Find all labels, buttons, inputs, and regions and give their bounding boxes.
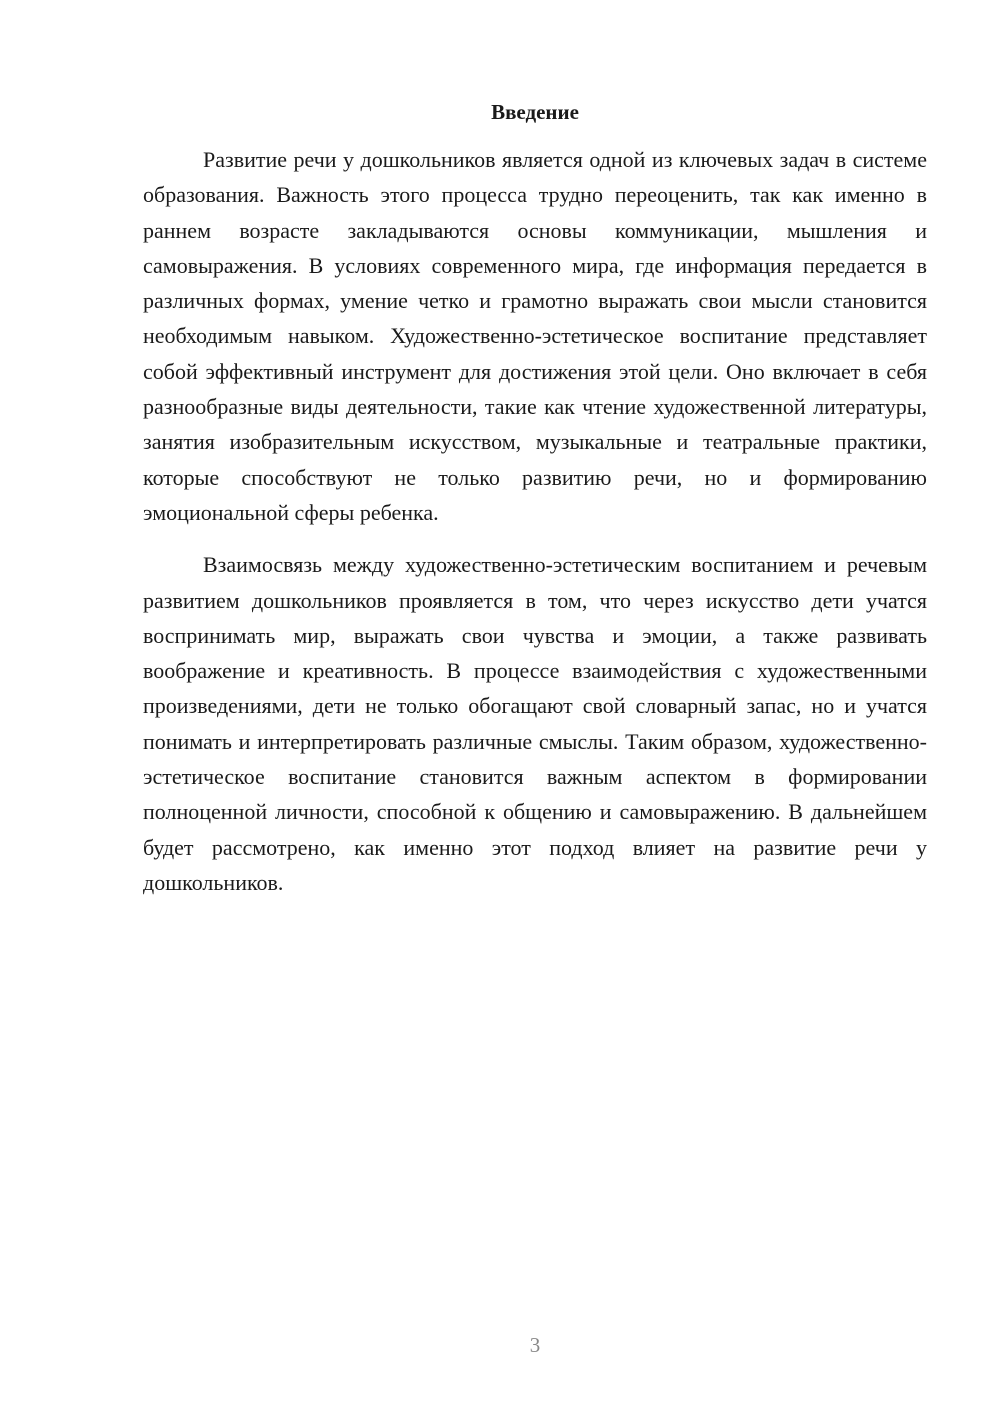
paragraph-1: Развитие речи у дошкольников является одной из ключевых задач в системе образования. Важность этого процесса трудно переоценить, так как именно в раннем возрасте закладываются основы коммуникации, мышления и самовыражения. В условиях современного мира, где информация передается в различных формах, умение четко и грамотно выражать свои мысли становится необходимым навыком. Художественно-эстетическое воспитание представляет собой эффективный инструмент для достижения этой цели. Оно включает в себя разнообразные виды деятельности, такие как чтение художественной литературы, занятия изобразительным искусством, музыкальные и театральные практики, которые способствуют не только развитию речи, но и формированию эмоциональной сферы ребенка. bbox=[143, 147, 927, 525]
paragraph-2: Взаимосвязь между художественно-эстетическим воспитанием и речевым развитием дошкольников проявляется в том, что через искусство дети учатся воспринимать мир, выражать свои чувства и эмоции, а также развивать воображение и креативность. В процессе взаимодействия с художественными произведениями, дети не только обогащают свой словарный запас, но и учатся понимать и интерпретировать различные смыслы. Таким образом, художественно-эстетическое воспитание становится важным аспектом в формировании полноценной личности, способной к общению и самовыражению. В дальнейшем будет рассмотрено, как именно этот подход влияет на развитие речи у дошкольников. bbox=[143, 552, 927, 895]
section-title: Введение bbox=[491, 100, 579, 124]
page-content bbox=[143, 96, 927, 900]
page-number: 3 bbox=[529, 1333, 541, 1357]
